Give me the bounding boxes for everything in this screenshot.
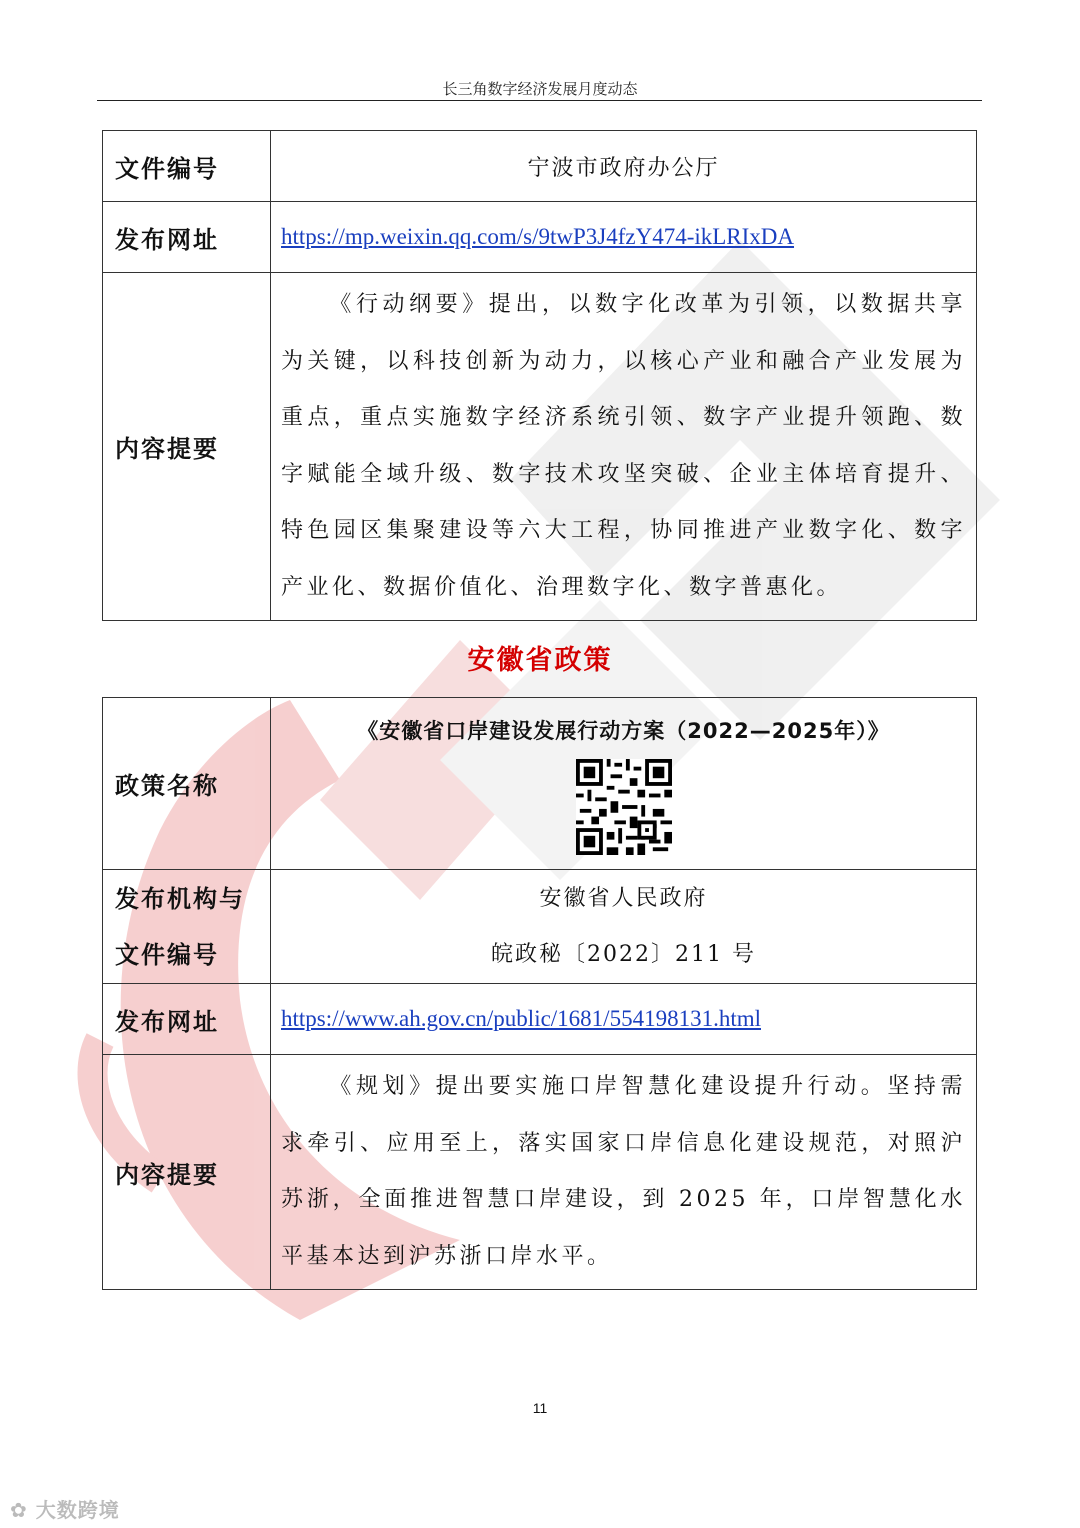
summary-text: 《行动纲要》提出，以数字化改革为引领，以数据共享为关键，以科技创新为动力，以核心产业和融合产业发展为重点，重点实施数字经济系统引领、数字产业提升领跑、数字赋能全域升级、数字技术攻坚突破、企业主体培育提升、特色园区集聚建设等六大工程，协同推进产业数字化、数字产业化、数据价值化、治理数字化、数字普惠化。 — [281, 292, 966, 600]
issuing-office: 宁波市政府办公厅 — [271, 131, 977, 202]
header-divider — [97, 100, 982, 101]
ningbo-policy-table — [102, 130, 977, 621]
logo-icon: ✿ — [10, 1498, 28, 1522]
page-number: 11 — [532, 1400, 548, 1416]
table-row — [103, 1055, 977, 1290]
table-row — [103, 202, 977, 273]
brand-watermark-text: ✿ 大数跨境 — [10, 1498, 120, 1522]
table-row — [103, 698, 977, 870]
issuing-agency: 安徽省人民政府 — [539, 885, 708, 911]
table-row — [103, 131, 977, 202]
document-number: 皖政秘〔2022〕211 号 — [491, 941, 756, 967]
row-label: 文件编号 — [115, 940, 219, 969]
policy-title: 《安徽省口岸建设发展行动方案（2022—2025年）》 — [357, 718, 890, 743]
table-row — [103, 870, 977, 984]
summary-text: 《规划》提出要实施口岸智慧化建设提升行动。坚持需求牵引、应用至上，落实国家口岸信息化建设规范，对照沪苏浙，全面推进智慧口岸建设，到 2025 年，口岸智慧化水平基本达到沪苏浙口岸水平。 — [281, 1074, 966, 1269]
row-label: 文件编号 — [103, 131, 271, 202]
table-row — [103, 273, 977, 621]
source-link[interactable]: https://mp.weixin.qq.com/s/9twP3J4fzY474-ikLRIxDA — [281, 224, 795, 249]
page-header-title: 长三角数字经济发展月度动态 — [442, 80, 638, 98]
source-link[interactable]: https://www.ah.gov.cn/public/1681/554198131.html — [281, 1006, 761, 1031]
row-label: 内容提要 — [103, 273, 271, 621]
anhui-policy-table — [102, 697, 977, 1290]
qr-code-icon[interactable] — [576, 759, 672, 855]
row-label: 发布机构与 — [115, 884, 245, 913]
row-label: 政策名称 — [103, 698, 271, 870]
section-heading: 安徽省政策 — [467, 645, 613, 676]
table-row — [103, 984, 977, 1055]
row-label: 内容提要 — [103, 1055, 271, 1290]
row-label: 发布网址 — [103, 202, 271, 273]
row-label: 发布网址 — [103, 984, 271, 1055]
